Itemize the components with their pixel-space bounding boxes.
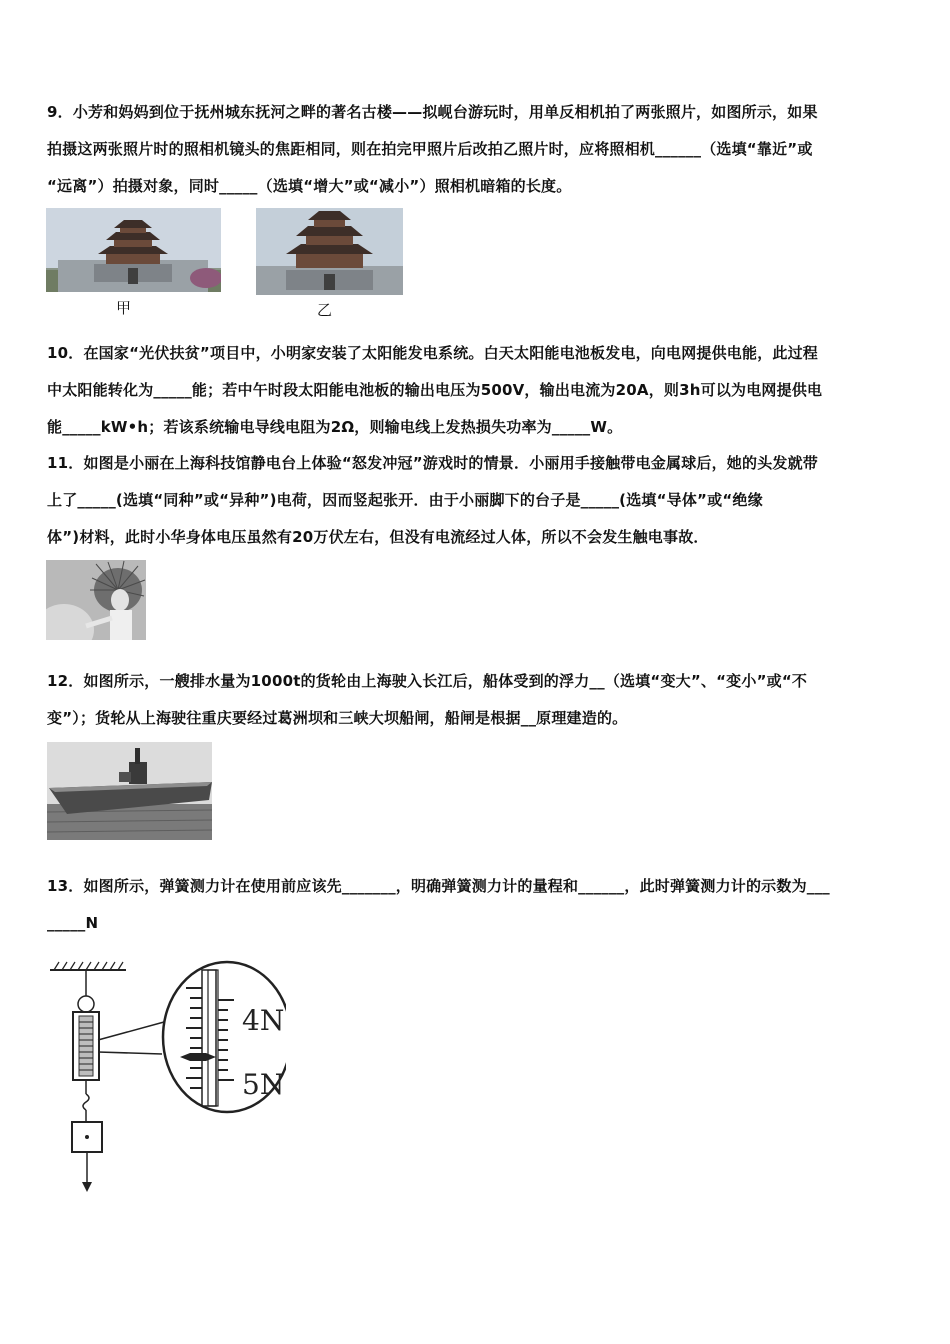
question-9 (47, 94, 905, 205)
spring-scale-figure (46, 960, 286, 1200)
photo-tower-b (256, 208, 403, 295)
question-text-line: 中太阳能转化为_____能；若中午时段太阳能电池板的输出电压为500V，输出电流为20A，则3h可以为电网提供电 (47, 381, 823, 399)
question-10 (47, 335, 905, 446)
question-text-line: “远离”）拍摄对象，同时_____（选填“增大”或“减小”）照相机暗箱的长度。 (47, 177, 572, 195)
question-text-line: 体”)材料，此时小华身体电压虽然有20万伏左右，但没有电流经过人体，所以不会发生触电事故． (47, 528, 709, 546)
question-text-line: _____N (47, 914, 99, 932)
scale-label-4n: 4N (242, 1004, 285, 1037)
photo-cargo-ship (47, 742, 212, 840)
question-12 (47, 663, 905, 737)
question-text-line: 12．如图所示，一艘排水量为1000t的货轮由上海驶入长江后，船体受到的浮力__（选填“变大”、“变小”或“不 (47, 672, 808, 690)
question-text-line: 变”）；货轮从上海驶往重庆要经过葛洲坝和三峡大坝船闸，船闸是根据__原理建造的。 (47, 709, 628, 727)
photo-tower-a (46, 208, 221, 292)
caption-b: 乙 (317, 301, 333, 319)
caption-a: 甲 (116, 299, 132, 317)
scale-label-5n: 5N (242, 1068, 285, 1101)
question-text-line: 9．小芳和妈妈到位于抚州城东抚河之畔的著名古楼——拟岘台游玩时，用单反相机拍了两张照片，如图所示，如果 (47, 103, 818, 121)
question-text-line: 13．如图所示，弹簧测力计在使用前应该先_______，明确弹簧测力计的量程和______，此时弹簧测力计的示数为___ (47, 877, 830, 895)
photo-static-hair (46, 560, 146, 640)
question-13 (47, 868, 905, 942)
question-text-line: 11．如图是小丽在上海科技馆静电台上体验“怒发冲冠”游戏时的情景．小丽用手接触带电金属球后，她的头发就带 (47, 454, 818, 472)
question-text-line: 上了_____(选填“同种”或“异种”)电荷，因而竖起张开．由于小丽脚下的台子是_____(选填“导体”或“绝缘 (47, 491, 763, 509)
question-11 (47, 445, 905, 556)
question-text-line: 10．在国家“光伏扶贫”项目中，小明家安装了太阳能发电系统。白天太阳能电池板发电，向电网提供电能，此过程 (47, 344, 818, 362)
question-text-line: 拍摄这两张照片时的照相机镜头的焦距相同，则在拍完甲照片后改拍乙照片时，应将照相机______（选填“靠近”或 (47, 140, 813, 158)
question-text-line: 能_____kW•h；若该系统输电导线电阻为2Ω，则输电线上发热损失功率为_____W。 (47, 418, 623, 436)
